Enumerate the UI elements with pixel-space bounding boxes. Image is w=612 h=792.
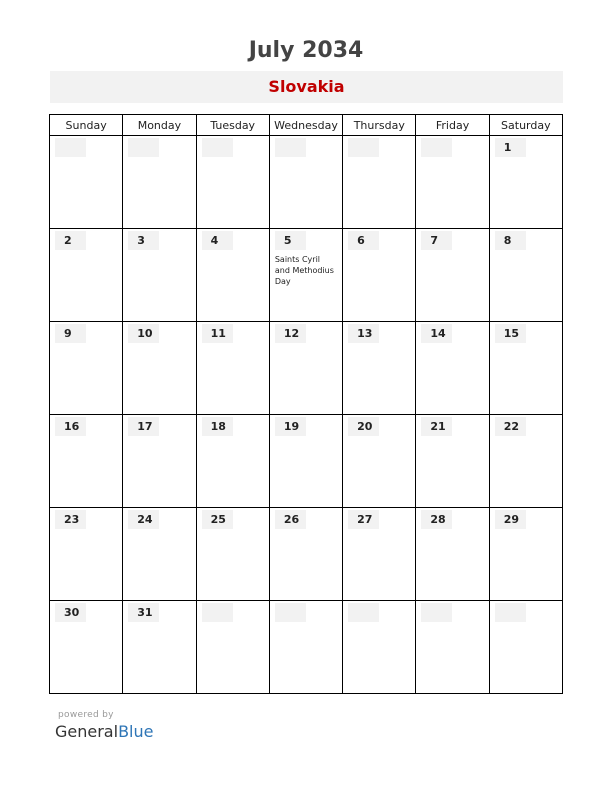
day-cell — [489, 508, 562, 601]
day-number-box — [421, 417, 452, 436]
day-number: 24 — [137, 513, 153, 526]
day-number-box — [348, 510, 379, 529]
day-number-box — [128, 417, 159, 436]
day-number-box — [348, 138, 379, 157]
week-row — [50, 322, 563, 415]
country-band — [50, 71, 563, 103]
day-number-box — [275, 417, 306, 436]
weekday-header: Sunday — [50, 115, 123, 136]
week-row — [50, 601, 563, 694]
day-number-box — [421, 138, 452, 157]
day-cell — [343, 229, 416, 322]
day-number-box — [275, 603, 306, 622]
day-cell — [123, 322, 196, 415]
brand-blue: Blue — [118, 722, 154, 741]
day-cell — [123, 229, 196, 322]
day-cell — [269, 322, 342, 415]
day-number-box — [348, 603, 379, 622]
day-number: 8 — [503, 234, 512, 247]
day-number-box — [202, 231, 233, 250]
day-number-box — [495, 510, 526, 529]
day-number: 22 — [503, 420, 519, 433]
day-number-box — [421, 231, 452, 250]
day-cell — [489, 415, 562, 508]
weekday-header: Tuesday — [196, 115, 269, 136]
day-number: 25 — [210, 513, 226, 526]
day-cell — [196, 322, 269, 415]
day-number: 7 — [430, 234, 439, 247]
day-number: 17 — [137, 420, 153, 433]
day-number: 19 — [283, 420, 300, 433]
day-number: 29 — [503, 513, 519, 526]
day-number-box — [495, 417, 526, 436]
day-cell — [416, 415, 489, 508]
day-number-box — [421, 510, 452, 529]
weekday-header: Wednesday — [269, 115, 342, 136]
day-cell — [489, 322, 562, 415]
day-number-box — [495, 138, 526, 157]
day-number: 18 — [210, 420, 226, 433]
day-number-box — [495, 324, 526, 343]
day-number-box — [275, 510, 306, 529]
day-number: 21 — [430, 420, 446, 433]
weekday-header-row — [50, 115, 563, 136]
day-cell — [50, 322, 123, 415]
day-cell — [269, 415, 342, 508]
day-number-box — [421, 603, 452, 622]
day-number: 1 — [503, 141, 512, 154]
day-number: 16 — [64, 420, 80, 433]
day-number: 11 — [210, 327, 226, 340]
day-cell — [50, 508, 123, 601]
day-number-box — [275, 324, 306, 343]
weekday-header: Saturday — [489, 115, 562, 136]
week-row — [50, 508, 563, 601]
day-number-box — [275, 231, 306, 250]
empty-day-cell — [489, 601, 562, 694]
weekday-header: Thursday — [343, 115, 416, 136]
day-number: 6 — [357, 234, 365, 247]
day-number-box — [495, 603, 526, 622]
empty-day-cell — [269, 601, 342, 694]
day-number: 28 — [430, 513, 446, 526]
empty-day-cell — [343, 601, 416, 694]
empty-day-cell — [269, 136, 342, 229]
day-number-box — [128, 510, 159, 529]
day-number-box — [202, 417, 233, 436]
day-number-box — [128, 603, 159, 622]
day-cell — [123, 508, 196, 601]
page-title: July 2034 — [248, 38, 364, 63]
day-number: 4 — [210, 234, 219, 247]
day-number-box — [128, 231, 159, 250]
day-cell — [416, 229, 489, 322]
day-cell — [123, 415, 196, 508]
brand-general: General — [55, 722, 119, 741]
day-number-box — [55, 510, 86, 529]
day-number: 27 — [357, 513, 373, 526]
day-number-box — [55, 324, 86, 343]
empty-day-cell — [50, 136, 123, 229]
week-row — [50, 136, 563, 229]
empty-day-cell — [343, 136, 416, 229]
day-number-box — [128, 138, 159, 157]
day-number: 30 — [64, 606, 80, 619]
day-number: 20 — [357, 420, 373, 433]
day-number-box — [348, 231, 379, 250]
day-cell — [489, 229, 562, 322]
day-cell — [343, 415, 416, 508]
day-cell — [196, 415, 269, 508]
day-number-box — [421, 324, 452, 343]
day-number-box — [202, 510, 233, 529]
day-number-box — [55, 603, 86, 622]
day-cell — [343, 508, 416, 601]
day-number-box — [348, 417, 379, 436]
calendar-grid — [49, 114, 563, 694]
day-number: 26 — [283, 513, 300, 526]
day-cell — [50, 229, 123, 322]
day-number-box — [55, 138, 86, 157]
holiday-label: Saints Cyril and Methodius Day — [274, 255, 334, 286]
day-number-box — [55, 231, 86, 250]
day-number: 14 — [430, 327, 446, 340]
empty-day-cell — [196, 601, 269, 694]
weekday-header: Monday — [123, 115, 196, 136]
day-cell — [416, 322, 489, 415]
day-number: 5 — [283, 234, 292, 247]
day-number-box — [202, 324, 233, 343]
day-cell — [269, 229, 342, 322]
day-number: 9 — [64, 327, 72, 340]
day-number: 13 — [357, 327, 373, 340]
day-number-box — [202, 138, 233, 157]
day-number-box — [128, 324, 159, 343]
day-number-box — [495, 231, 526, 250]
calendar-body — [50, 136, 563, 694]
week-row — [50, 415, 563, 508]
day-cell — [489, 136, 562, 229]
week-row — [50, 229, 563, 322]
empty-day-cell — [416, 136, 489, 229]
day-number: 10 — [137, 327, 153, 340]
day-number-box — [275, 138, 306, 157]
day-number: 23 — [64, 513, 80, 526]
day-cell — [123, 601, 196, 694]
weekday-header: Friday — [416, 115, 489, 136]
day-cell — [343, 322, 416, 415]
empty-day-cell — [123, 136, 196, 229]
empty-day-cell — [196, 136, 269, 229]
day-number: 12 — [283, 327, 300, 340]
powered-by-text: powered by — [58, 710, 114, 720]
country-name: Slovakia — [268, 77, 345, 96]
day-cell — [416, 508, 489, 601]
day-number-box — [348, 324, 379, 343]
day-number-box — [55, 417, 86, 436]
day-cell — [269, 508, 342, 601]
day-cell — [50, 415, 123, 508]
day-number: 3 — [137, 234, 145, 247]
day-cell — [50, 601, 123, 694]
day-number: 2 — [64, 234, 72, 247]
day-number-box — [202, 603, 233, 622]
empty-day-cell — [416, 601, 489, 694]
generalblue-logo — [55, 722, 153, 741]
day-number: 31 — [137, 606, 153, 619]
day-cell — [196, 229, 269, 322]
day-cell — [196, 508, 269, 601]
day-number: 15 — [503, 327, 519, 340]
